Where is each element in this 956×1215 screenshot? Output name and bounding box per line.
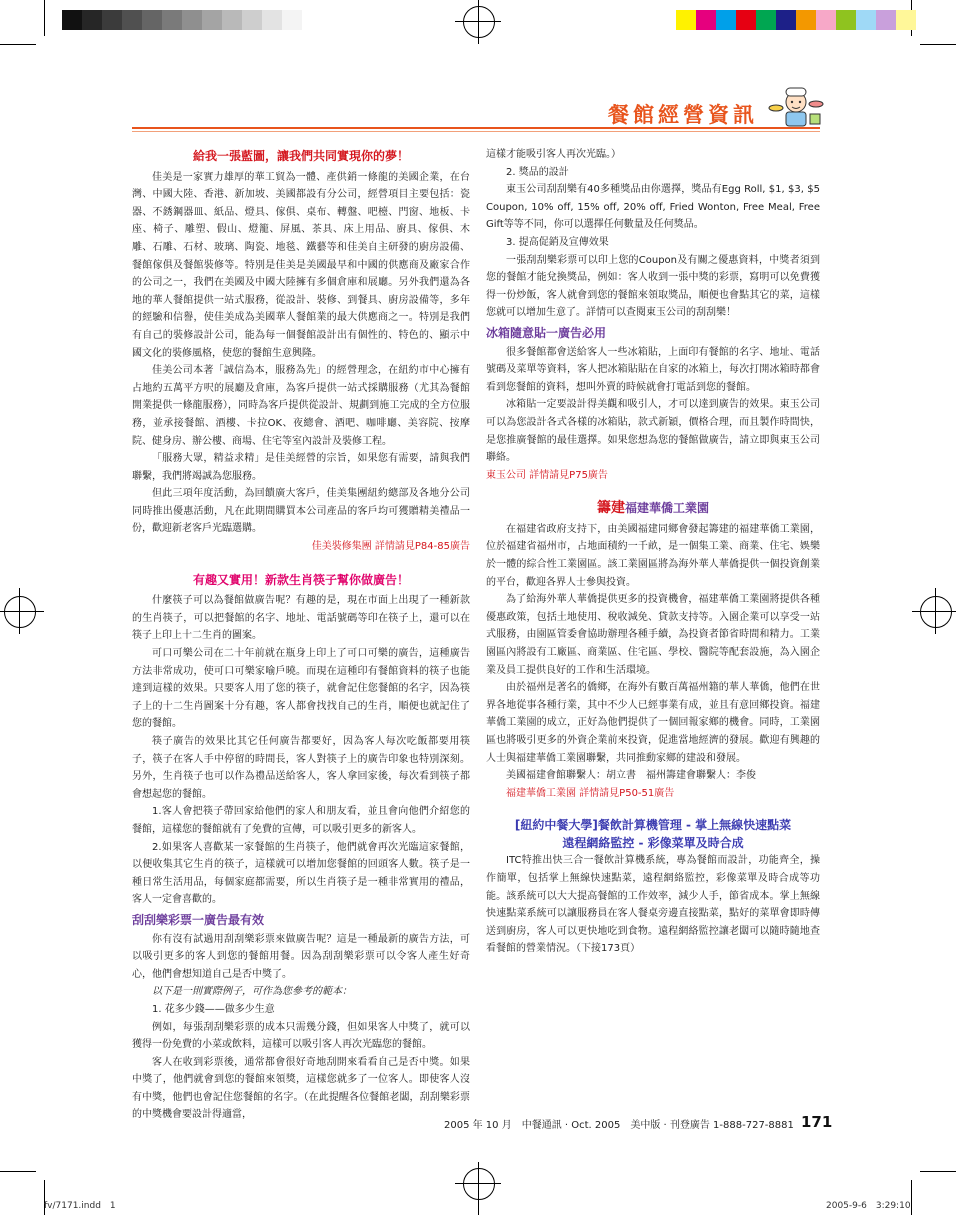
registration-mark-left [4,596,36,628]
registration-mark-top [463,6,495,38]
right-column [486,146,820,958]
list-item: 2. 獎品的設計 [506,166,569,178]
paragraph: ITC特推出快三合一餐飲計算機系統，專為餐館而設計，功能齊全，操作簡單，包括掌上無線快速點菜，遠程網絡監控，彩像菜單及時合成等功能。該系統可以大大提高餐館的工作效率，減少人手，節省成本。掌上無線快速點菜系統可以讓服務員在客人餐桌旁邊直接點菜，點好的菜單會即時傳送到廚房，客人可以更快地吃到食物。遠程網絡監控讓老闆可以隨時隨地查看餐館的營業情況。（下接173頁） [486,855,820,955]
paragraph: 這樣才能吸引客人再次光臨。） [486,149,621,160]
page-number: 171 [801,1113,833,1131]
registration-line [478,1162,479,1215]
paragraph: 什麼筷子可以為餐館做廣告呢？有趣的是，現在市面上出現了一種新款的生肖筷子，可以把餐館的名字、地址、電話號碼等印在筷子上，還可以在筷子上印上十二生肖的圖案。 [132,595,470,642]
paragraph: 冰箱貼一定要設計得美觀和吸引人，才可以達到廣告的效果。東玉公司可以為您設計各式各樣的冰箱貼，款式新穎，價格合理，而且製作時間快，是您推廣餐館的最佳選擇。如果您想為您的餐館做廣告，請立即與東玉公司聯絡。 [486,399,820,464]
paragraph: 可口可樂公司在二十年前就在瓶身上印上了可口可樂的廣告，這種廣告方法非常成功，使可口可樂家喻戶曉。而現在這種印有餐館資料的筷子也能達到這樣的效果。只要客人用了您的筷子，就會記住您餐館的名字，因為筷子上的十二生肖圖案十分有趣，客人都會找找自己的生肖，順便也就記住了您的餐館。 [132,648,470,730]
registration-line [0,611,44,612]
crop-mark [920,1171,956,1172]
title-highlight: 籌建 [596,500,625,517]
article-subtitle-pos-system: 遠程網絡監控 - 彩像菜單及時合成 [562,836,744,851]
article-title-blueprint: 給我一張藍圖，讓我們共同實現你的夢！ [192,149,409,163]
ad-reference-link[interactable]: 福建華僑工業園 詳情請見P50-51廣告 [506,787,675,799]
ad-reference-link[interactable]: 東玉公司 詳情請見P75廣告 [486,469,608,481]
paragraph: 由於福州是著名的僑鄉，在海外有數百萬福州籍的華人華僑，他們在世界各地從事各種行業，其中不少人已經事業有成，並且有意回鄉投資。福建華僑工業園的成立，正好為他們提供了一個回報家鄉的機會。同時，工業園區也將吸引更多的外資企業前來投資，促進當地經濟的發展。歡迎有興趣的人士與福建華僑工業園聯繫，共同推動家鄉的建設和發展。 [486,682,820,764]
registration-line [19,588,20,634]
paragraph: 你有沒有試過用刮刮樂彩票來做廣告呢？這是一種最新的廣告方法，可以吸引更多的客人到您的餐館用餐。因為刮刮樂彩票可以令客人產生好奇心，他們會想知道自己是否中獎了。 [132,933,470,980]
grayscale-bar [62,10,302,30]
registration-line [478,0,479,44]
crop-mark [920,44,956,45]
color-bar [676,10,916,30]
registration-line [912,611,956,612]
file-slug: fv/7171.indd 1 [44,1201,116,1211]
footer-publication-info: 2005 年 10 月 中餐通訊 · Oct. 2005 美中版 · 刊登廣告 1-888-727-8881 [444,1120,794,1131]
ad-reference-link[interactable]: 佳美裝修集團 詳情請見P84-85廣告 [311,541,470,553]
paragraph: 在福建省政府支持下，由美國福建同鄉會發起籌建的福建華僑工業園，位於福建省福州市，占地面積約一千畝，是一個集工業、商業、住宅、娛樂於一體的綜合性工業園區。該工業園區將為海外華人華僑提供一個投資創業的平台，歡迎各界人士參與投資。 [486,523,820,588]
timestamp-slug: 2005-9-6 3:29:10 [826,1201,911,1211]
crop-mark [911,1180,912,1215]
registration-mark-right [920,596,952,628]
title-rest: 福建華僑工業園 [624,501,709,516]
registration-line [935,588,936,634]
header-rule [132,127,820,129]
paragraph: 佳美公司本著「誠信為本，服務為先」的經營理念，在紐約市中心擁有占地約五萬平方呎的展廳及倉庫，為客戶提供一站式採購服務（尤其為餐館開業提供一條龍服務），同時為客戶提供從設計、規劃到施工完成的全方位服務，並承接餐館、酒樓、卡拉OK、夜總會、酒吧、咖啡廳、美容院、按摩院、健身房、辦公樓、商場、住宅等室內設計及裝修工程。 [132,365,470,447]
paragraph: 但此三項年度活動，為回饋廣大客戶，佳美集團紐約總部及各地分公司同時推出優惠活動，凡在此期間購買本公司產品的客戶均可獲贈精美禮品一份，歡迎新老客戶光臨選購。 [132,488,470,535]
crop-mark [0,1171,36,1172]
registration-mark-bottom [463,1168,495,1200]
paragraph: 一張刮刮樂彩票可以印上您的Coupon及有關之優惠資料，中獎者須到您的餐館才能兌換獎品，例如：客人收到一張中獎的彩票，寫明可以免費獲得一份炒飯，客人就會到您的餐館來領取獎品，順便也會點其它的菜，這樣您就可以增加生意了。詳情可以查閱東玉公司的刮刮樂！ [486,254,820,319]
list-item: 1. 花多少錢——做多少生意 [152,1003,275,1015]
article-title-scratch-card: 刮刮樂彩票一廣告最有效 [132,912,265,927]
paragraph: 「服務大眾，精益求精」是佳美經營的宗旨，如果您有需要，請與我們聯繫，我們將竭誠為您服務。 [132,453,470,482]
list-item: 1.客人會把筷子帶回家給他們的家人和朋友看，並且會向他們介紹您的餐館，這樣您的餐館就有了免費的宣傳，可以吸引更多的新客人。 [132,806,470,835]
paragraph: 很多餐館都會送給客人一些冰箱貼，上面印有餐館的名字、地址、電話號碼及菜單等資料，客人把冰箱貼貼在自家的冰箱上，每次打開冰箱時都會看到您餐館的資料，想叫外賣的時候就會打電話到您的餐館。 [486,346,820,393]
chef-with-dishes-icon [768,86,824,130]
list-item: 2.如果客人喜歡某一家餐館的生肖筷子，他們就會再次光臨這家餐館，以便收集其它生肖的筷子，這樣就可以增加您餐館的回頭客人數。筷子是一種日常生活用品，每個家庭都需要，所以生肖筷子是一種非常實用的禮品，客人一定會喜歡的。 [132,841,470,906]
crop-mark [0,44,36,45]
paragraph: 例如，每張刮刮樂彩票的成本只需幾分錢，但如果客人中獎了，就可以獲得一份免費的小菜或飲料，這樣可以吸引客人再次光臨您的餐館。 [132,1021,470,1051]
header-rule-thin [132,131,820,132]
contact-line: 美國福建會館聯繫人：胡立書 福州籌建會聯繫人：李俊 [506,770,756,782]
paragraph: 客人在收到彩票後，通常都會很好奇地刮開來看看自己是否中獎。如果中獎了，他們就會到您的餐館來領獎，這樣您就多了一位客人。即使客人沒有中獎，他們也會記住您餐館的名字。（在此提醒各位餐館老闆，刮刮樂彩票的中獎機會要設計得適當， [132,1056,470,1121]
article-title-industrial-park [486,500,820,518]
left-column [132,146,470,1124]
crop-mark [44,0,45,36]
list-item: 3. 提高促銷及宣傳效果 [506,236,609,248]
paragraph: 為了給海外華人華僑提供更多的投資機會，福建華僑工業園將提供各種優惠政策，包括土地使用、稅收減免、貸款支持等。入園企業可以享受一站式服務，由園區管委會協助辦理各種手續，為投資者節省時間和精力。工業園區內將設有工廠區、商業區、住宅區、學校、醫院等配套設施，為入園企業及員工提供良好的工作和生活環境。 [486,594,820,676]
paragraph: 東玉公司刮刮樂有40多種獎品由你選擇，獎品有Egg Roll, $1, $3, $5 Coupon, 10% off, 15% off, 20% off, Fried Wonton, Free Meal, Free Gift等等不同，你可以選擇任何數量及任何獎品。 [486,184,820,231]
article-title-chopsticks: 有趣又實用！新款生肖筷子幫你做廣告！ [192,572,409,587]
article-title-fridge-magnet: 冰箱隨意貼一廣告必用 [486,325,607,340]
paragraph: 佳美是一家實力雄厚的華工貿為一體、產供銷一條龍的美國企業，在台灣、中國大陸、香港、新加坡、美國都設有分公司，經營項目主要包括：瓷器、不銹鋼器皿、紙品、燈具、傢俱、桌布、轉盤、吧檯、門窗、地板、卡座、椅子、雕塑、假山、燈籠、屏風、茶具、床上用品、廚具、傢俱、木雕、石雕、石材、玻璃、陶瓷、地毯、鐵藝等和佳美自主研發的廚房設備、餐館傢俱及餐館裝修等。特別是佳美是美國最早和中國的供應商及廠家合作的公司之一，我們在美國及中國大陸擁有多個倉庫和展廳。另外我們還為各地的華人餐館提供一站式服務，從設計、裝修、到餐具、廚房設備等，多年的經驗和信譽，使佳美成為美國華人餐館業的最大供應商之一。特別是我們有自己的裝修設計公司，能為每一個餐館設計出有個性的、特色的、顯示中國文化的裝修風格，使您的餐館生意興隆。 [132,171,470,359]
article-title-pos-system: [紐約中餐大學]餐飲計算機管理 - 掌上無線快速點菜 [514,818,792,833]
paragraph: 筷子廣告的效果比其它任何廣告都要好，因為客人每次吃飯都要用筷子，筷子在客人手中停留的時間長，客人對筷子上的廣告印象也特別深刻。另外，生肖筷子也可以作為禮品送給客人，客人拿回家後，每次看到筷子都會想起您的餐館。 [132,736,470,800]
section-header-title: 餐館經營資訊 [608,103,758,127]
note: 以下是一則實際例子，可作為您參考的範本： [152,986,352,998]
